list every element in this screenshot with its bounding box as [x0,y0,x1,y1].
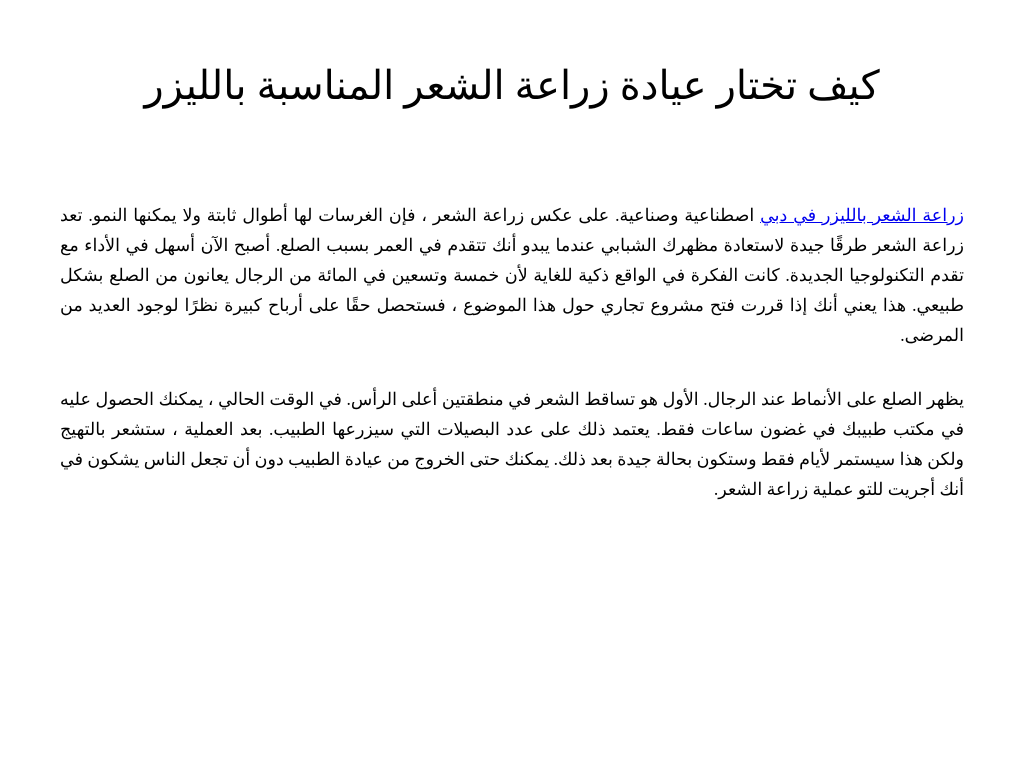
slide-title: كيف تختار عيادة زراعة الشعر المناسبة بالليزر [144,63,880,108]
paragraph-1 [60,200,964,350]
slide-body [60,200,964,538]
paragraph-1-text: اصطناعية وصناعية. على عكس زراعة الشعر ، فإن الغرسات لها أطوال ثابتة ولا يمكنها النمو. تعد زراعة الشعر طرقًا جيدة لاستعادة مظهرك الشبابي عندما يبدو أنك تتقدم في العمر بسبب الصلع. أصبح الآن أسهل في الأداء مع تقدم التكنولوجيا الجديدة. كانت الفكرة في الواقع ذكية للغاية لأن خمسة وتسعين في المائة من الرجال يعانون من الصلع بشكل طبيعي. هذا يعني أنك إذا قررت فتح مشروع تجاري حول هذا الموضوع ، فستحصل حقًا على أرباح كبيرة نظرًا لوجود العديد من المرضى. [60,205,964,345]
paragraph-2-text: يظهر الصلع على الأنماط عند الرجال. الأول هو تساقط الشعر في منطقتين أعلى الرأس. في الوقت الحالي ، يمكنك الحصول عليه في مكتب طبيبك في غضون ساعات فقط. يعتمد ذلك على عدد البصيلات التي سيزرعها الطبيب. بعد العملية ، ستشعر بالتهيج ولكن هذا سيستمر لأيام فقط وستكون بحالة جيدة بعد ذلك. يمكنك حتى الخروج من عيادة الطبيب دون أن تجعل الناس يشكون في أنك أجريت للتو عملية زراعة الشعر. [60,389,964,499]
paragraph-2 [60,384,964,504]
hair-transplant-dubai-link[interactable]: زراعة الشعر بالليزر في دبي [760,205,964,225]
